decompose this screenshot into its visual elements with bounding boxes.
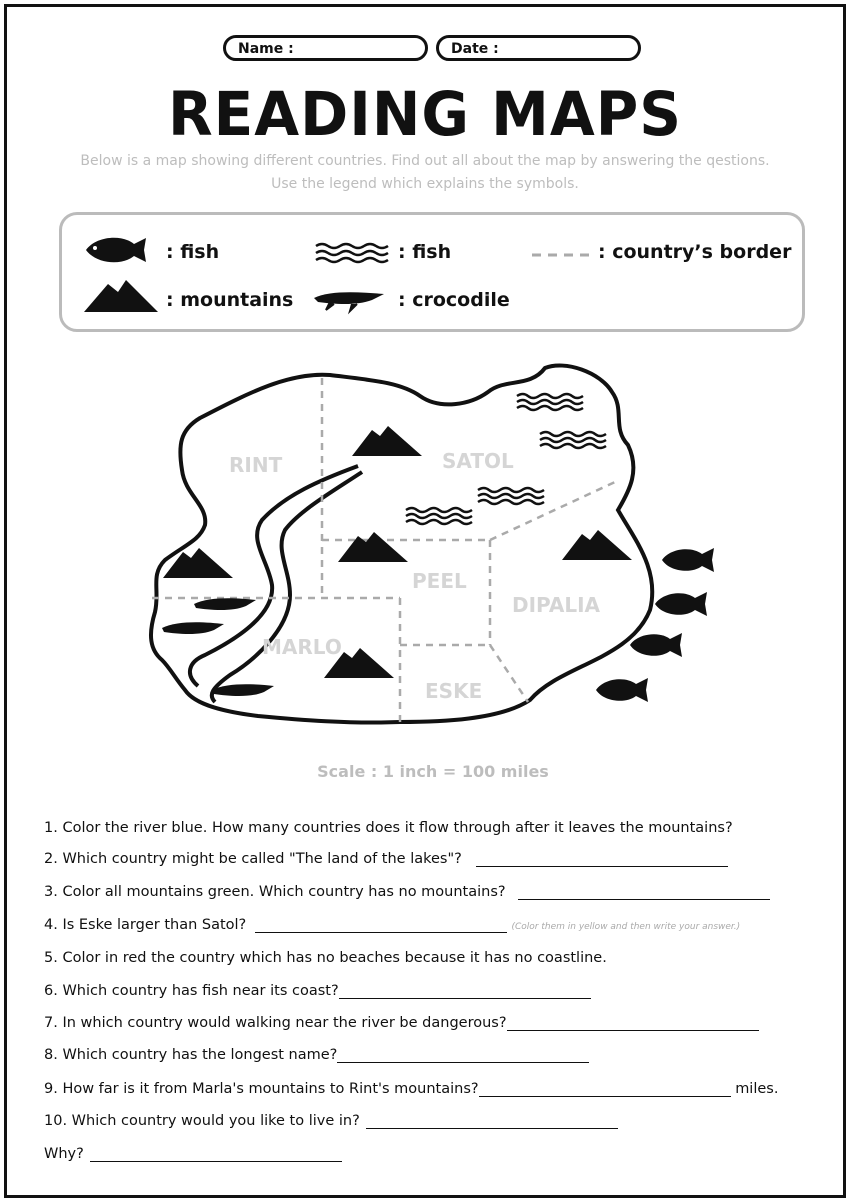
question-2-text: 2. Which country might be called "The land of the lakes"? bbox=[44, 851, 462, 867]
question-6 bbox=[44, 983, 591, 999]
question-4-text: 4. Is Eske larger than Satol? bbox=[44, 917, 247, 933]
answer-9-line[interactable] bbox=[479, 1082, 731, 1097]
country-rint: RINT bbox=[229, 453, 283, 477]
question-2 bbox=[44, 851, 728, 867]
answer-6-line[interactable] bbox=[339, 984, 591, 999]
intro-line-1: Below is a map showing different countries. Find out all about the map by answering the qestions. bbox=[80, 153, 770, 169]
question-1 bbox=[44, 820, 733, 836]
waves-icon bbox=[316, 244, 388, 262]
answer-3-line[interactable] bbox=[518, 885, 770, 900]
legend-mountains-label: : mountains bbox=[166, 289, 294, 311]
question-why bbox=[44, 1146, 342, 1162]
country-eske: ESKE bbox=[425, 679, 483, 703]
mountain-icon bbox=[84, 280, 158, 312]
country-peel: PEEL bbox=[412, 569, 467, 593]
map bbox=[0, 350, 850, 750]
question-7 bbox=[44, 1015, 759, 1031]
question-10 bbox=[44, 1113, 618, 1129]
date-label: Date : bbox=[451, 41, 499, 57]
question-9 bbox=[44, 1081, 778, 1097]
legend-crocodile-label: : crocodile bbox=[398, 289, 510, 311]
country-satol: SATOL bbox=[442, 449, 514, 473]
country-dipalia: DIPALIA bbox=[512, 593, 601, 617]
question-5 bbox=[44, 950, 607, 966]
question-4 bbox=[44, 917, 740, 933]
why-label: Why? bbox=[44, 1146, 84, 1162]
name-label: Name : bbox=[238, 41, 294, 57]
answer-2-line[interactable] bbox=[476, 852, 728, 867]
country-marlo: MARLO bbox=[262, 635, 342, 659]
question-8-text: 8. Which country has the longest name? bbox=[44, 1047, 338, 1063]
fish-icon bbox=[86, 238, 146, 263]
answer-7-line[interactable] bbox=[507, 1016, 759, 1031]
fish-group bbox=[596, 548, 714, 702]
answer-10-line[interactable] bbox=[366, 1114, 618, 1129]
question-3-text: 3. Color all mountains green. Which country has no mountains? bbox=[44, 884, 506, 900]
question-10-text: 10. Which country would you like to live in? bbox=[44, 1113, 360, 1129]
question-4-hint: (Color them in yellow and then write your answer.) bbox=[511, 922, 741, 932]
legend-border-label: : country’s border bbox=[598, 241, 792, 263]
answer-8-line[interactable] bbox=[337, 1048, 589, 1063]
legend-fish-label: : fish bbox=[166, 241, 220, 263]
answer-why-line[interactable] bbox=[90, 1147, 342, 1162]
question-7-text: 7. In which country would walking near the river be dangerous? bbox=[44, 1015, 507, 1031]
map-scale: Scale : 1 inch = 100 miles bbox=[317, 762, 549, 781]
question-1-text: 1. Color the river blue. How many countries does it flow through after it leaves the mountains? bbox=[44, 820, 733, 836]
question-9-unit: miles. bbox=[735, 1081, 779, 1097]
answer-4-line[interactable] bbox=[255, 918, 507, 933]
crocodile-icon bbox=[314, 292, 384, 311]
question-5-text: 5. Color in red the country which has no beaches because it has no coastline. bbox=[44, 950, 607, 966]
question-8 bbox=[44, 1047, 589, 1063]
page-title: READING MAPS bbox=[167, 78, 683, 150]
intro-line-2: Use the legend which explains the symbols. bbox=[271, 176, 579, 192]
legend-lake-fish-label: : fish bbox=[398, 241, 452, 263]
question-9-text: 9. How far is it from Marla's mountains to Rint's mountains? bbox=[44, 1081, 479, 1097]
question-3 bbox=[44, 884, 770, 900]
question-6-text: 6. Which country has fish near its coast? bbox=[44, 983, 339, 999]
